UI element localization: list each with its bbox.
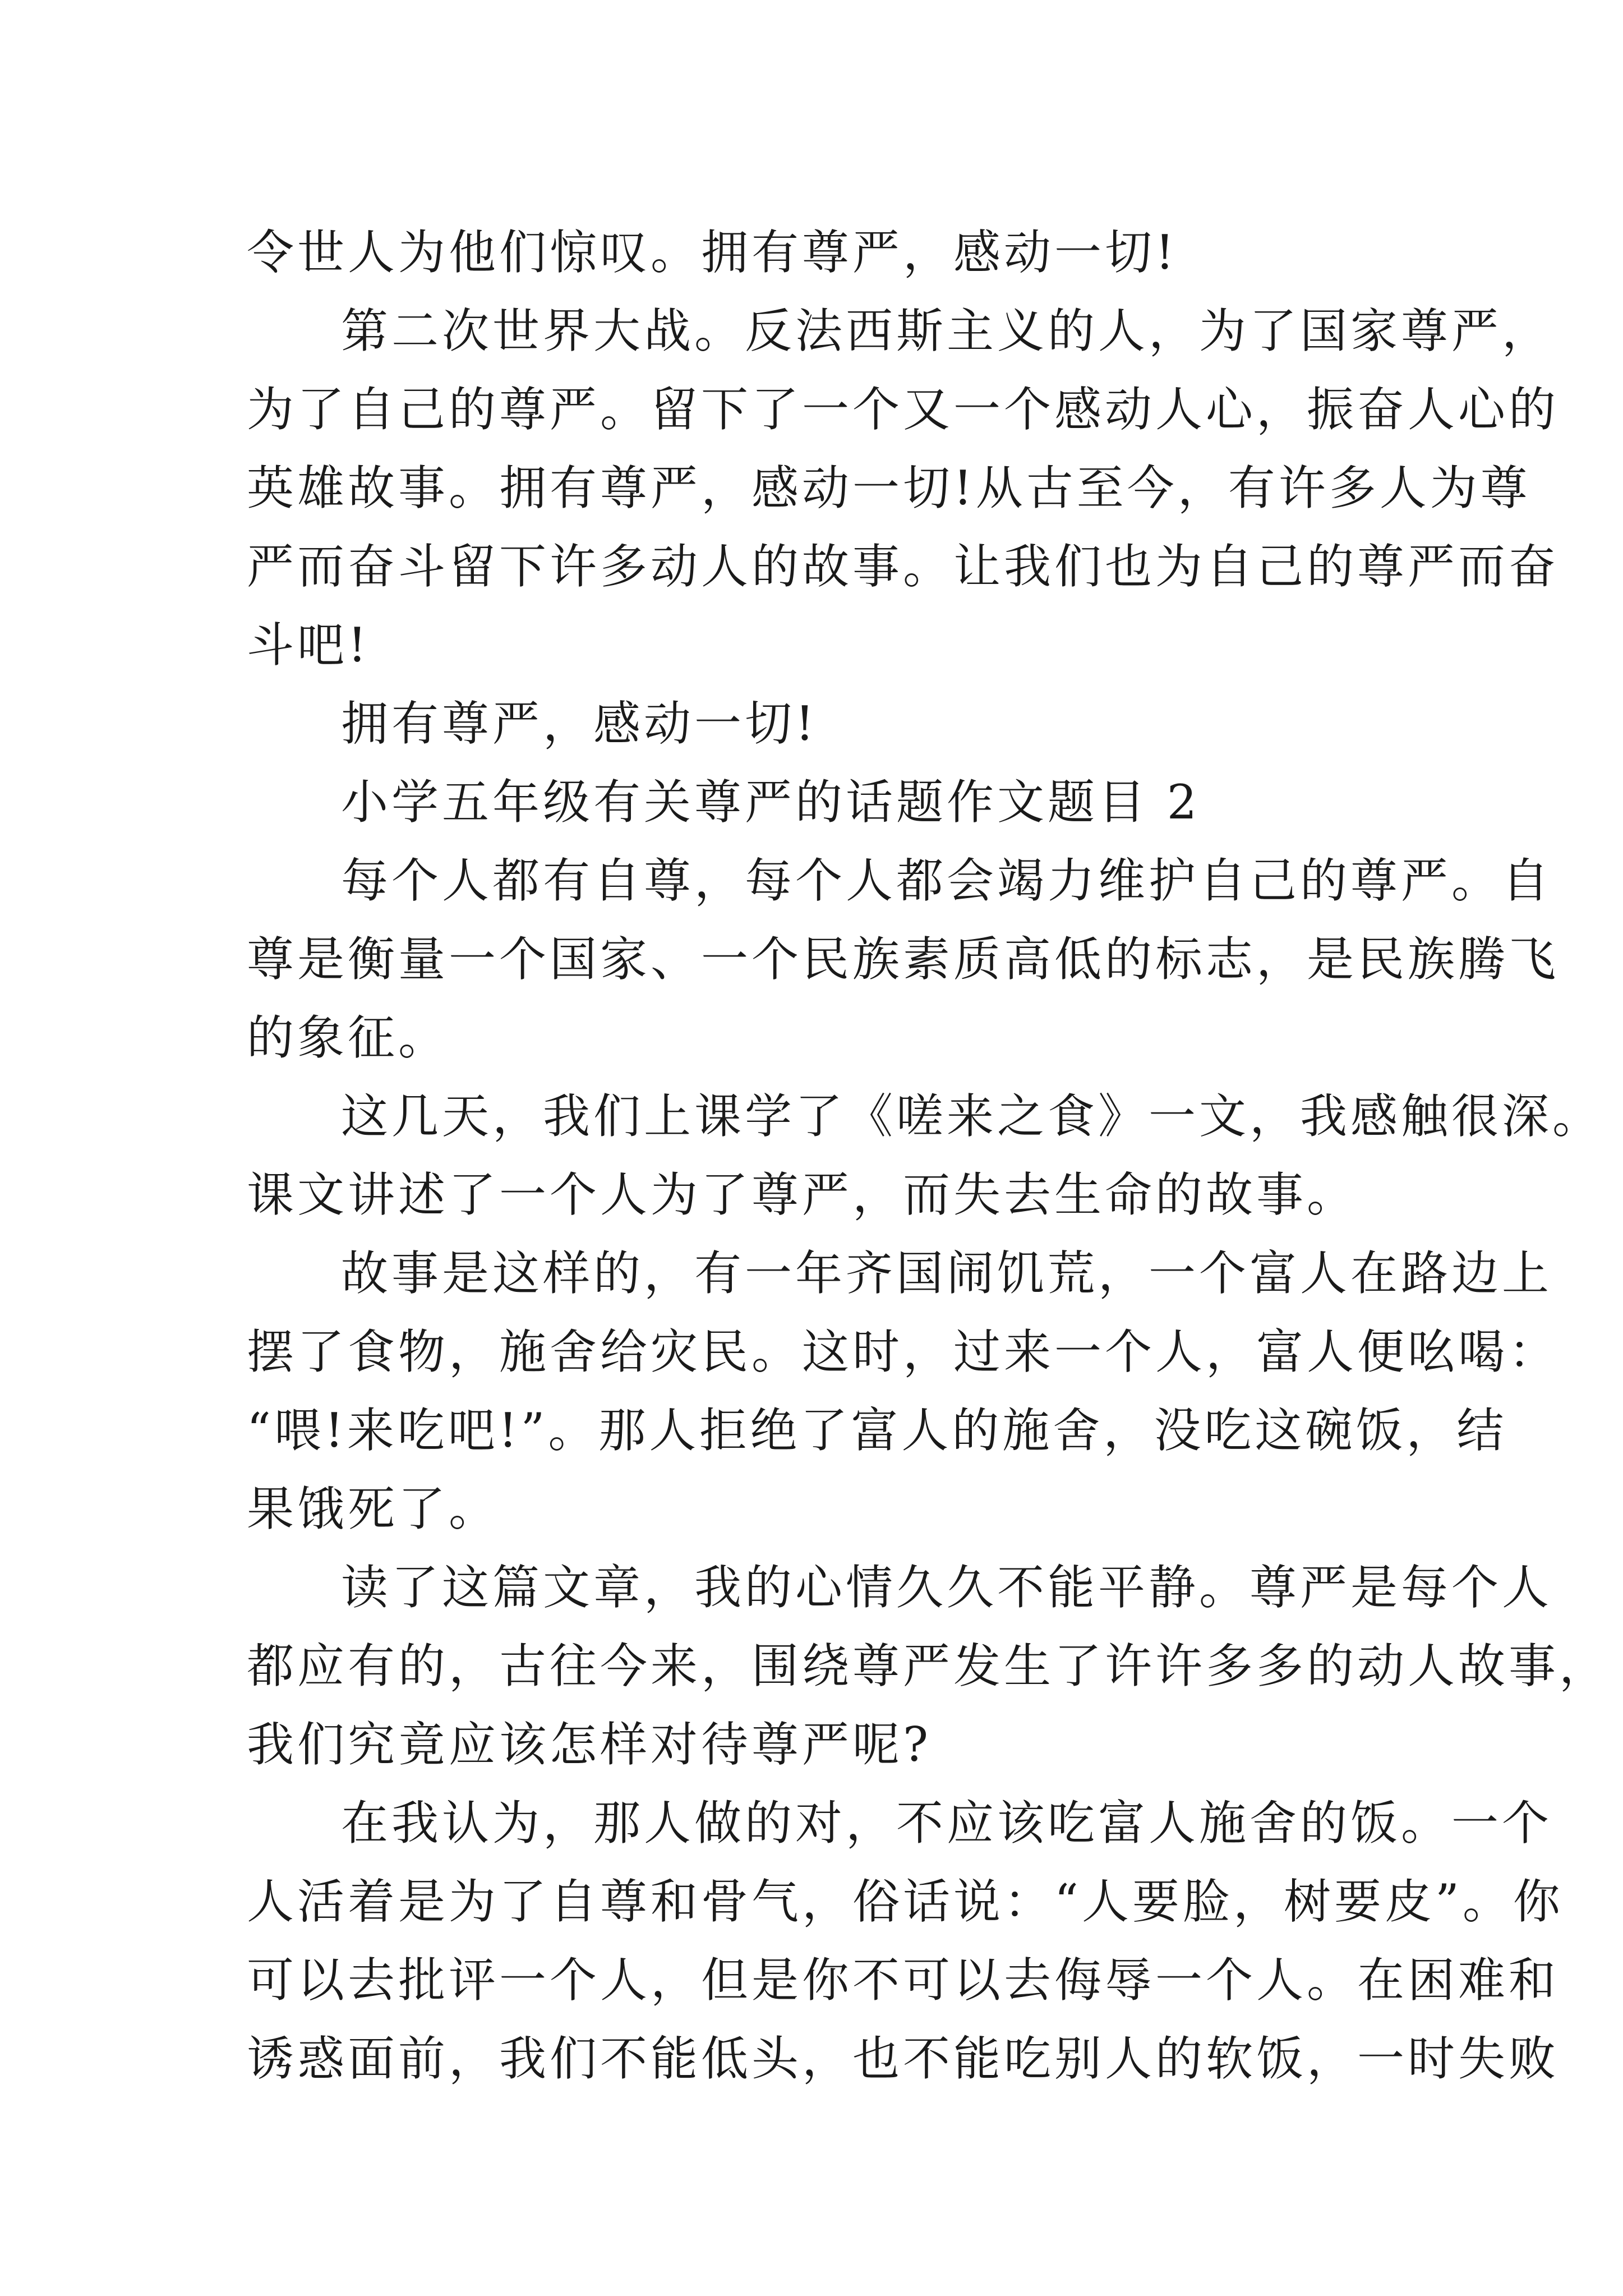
text-line: 第二次世界大战。反法西斯主义的人，为了国家尊严， <box>341 303 1553 358</box>
text-line: 故事是这样的，有一年齐国闹饥荒，一个富人在路边上 <box>341 1246 1553 1301</box>
text-line: 果饿死了。 <box>247 1481 500 1536</box>
text-line: 我们究竟应该怎样对待尊严呢? <box>247 1717 932 1772</box>
text-line: 每个人都有自尊，每个人都会竭力维护自己的尊严。自 <box>341 853 1553 908</box>
text-line: 尊是衡量一个国家、一个民族素质高低的标志，是民族腾飞 <box>247 932 1560 987</box>
text-line: 都应有的，古往今来，围绕尊严发生了许许多多的动人故事， <box>247 1639 1610 1694</box>
text-line: 斗吧! <box>247 618 370 673</box>
text-line: 课文讲述了一个人为了尊严，而失去生命的故事。 <box>247 1167 1358 1222</box>
text-line: 人活着是为了自尊和骨气，俗话说：“人要脸，树要皮”。你 <box>247 1874 1564 1929</box>
text-line: 诱惑面前，我们不能低头，也不能吃别人的软饭，一时失败 <box>247 2031 1560 2086</box>
text-line: 读了这篇文章，我的心情久久不能平静。尊严是每个人 <box>341 1560 1553 1615</box>
text-line: 英雄故事。拥有尊严，感动一切!从古至今，有许多人为尊 <box>247 461 1531 516</box>
section-heading: 小学五年级有关尊严的话题作文题目 2 <box>341 775 1201 830</box>
text-line: 这几天，我们上课学了《嗟来之食》一文，我感触很深。 <box>341 1089 1603 1144</box>
text-line: 拥有尊严，感动一切! <box>341 696 818 751</box>
text-line: 在我认为，那人做的对，不应该吃富人施舍的饭。一个 <box>341 1796 1553 1851</box>
text-line: 为了自己的尊严。留下了一个又一个感动人心，振奋人心的 <box>247 382 1560 437</box>
text-line: 的象征。 <box>247 1010 449 1065</box>
document-body <box>247 213 1610 2098</box>
text-line: “喂!来吃吧!”。那人拒绝了富人的施舍，没吃这碗饭，结 <box>247 1403 1507 1458</box>
text-line: 摆了食物，施舍给灾民。这时，过来一个人，富人便吆喝： <box>247 1324 1560 1379</box>
text-line: 令世人为他们惊叹。拥有尊严，感动一切! <box>247 225 1178 280</box>
text-line: 严而奋斗留下许多动人的故事。让我们也为自己的尊严而奋 <box>247 539 1560 594</box>
text-line: 可以去批评一个人，但是你不可以去侮辱一个人。在困难和 <box>247 1953 1560 2008</box>
